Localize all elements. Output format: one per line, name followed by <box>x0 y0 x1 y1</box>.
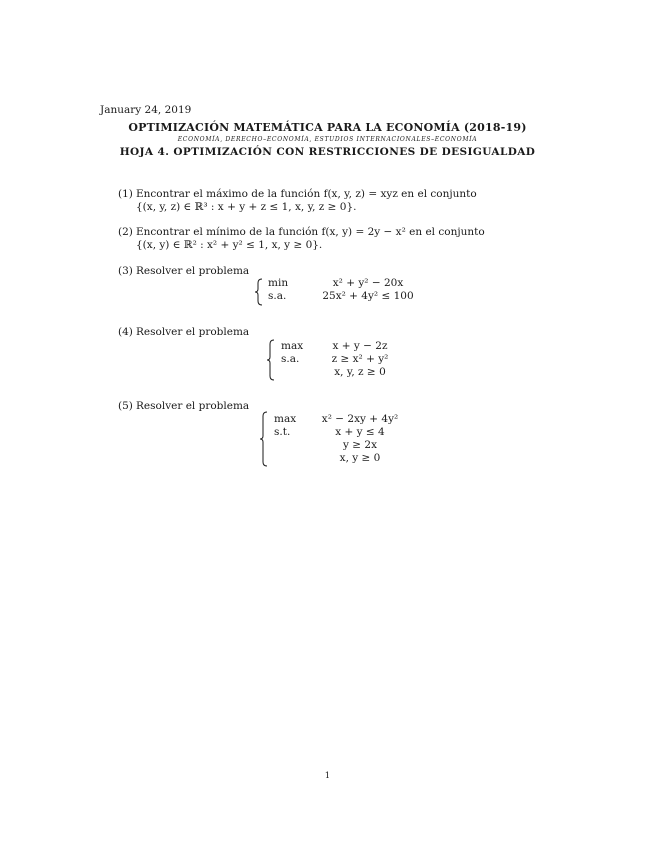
optimization-problem-4 <box>281 340 411 382</box>
problem-2 <box>0 226 655 256</box>
sheet-title: HOJA 4. OPTIMIZACIÓN CON RESTRICCIONES DE DESIGUALDAD <box>119 146 536 158</box>
objective-type: min <box>268 277 289 289</box>
problem-number: (4) <box>118 326 133 338</box>
problem-statement: Encontrar el máximo de la función f(x, y, z) = xyz en el conjunto <box>136 188 477 200</box>
constraint-expression: x, y, z ≥ 0 <box>334 366 386 378</box>
problem-number: (1) <box>118 188 133 200</box>
constraint-label: s.a. <box>281 353 300 365</box>
optimization-problem-3 <box>268 277 428 307</box>
problem-set: {(x, y, z) ∈ ℝ³ : x + y + z ≤ 1, x, y, z ≥ 0}. <box>136 201 357 213</box>
document-subtitle: ECONOMÍA, DERECHO–ECONOMÍA, ESTUDIOS INTERNACIONALES–ECONOMÍA <box>177 136 478 143</box>
constraint-label: s.a. <box>268 290 287 302</box>
left-brace <box>266 339 276 381</box>
optimization-problem-5 <box>274 413 414 467</box>
objective-expression: x² + y² − 20x <box>332 277 404 289</box>
objective-expression: x² − 2xy + 4y² <box>321 413 399 425</box>
left-brace <box>254 278 264 306</box>
page-number: 1 <box>324 771 331 781</box>
left-brace <box>259 411 269 467</box>
objective-type: max <box>281 340 304 352</box>
problem-statement: Resolver el problema <box>136 400 250 412</box>
problem-statement: Resolver el problema <box>136 265 250 277</box>
problem-number: (2) <box>118 226 133 238</box>
problem-set: {(x, y) ∈ ℝ² : x² + y² ≤ 1, x, y ≥ 0}. <box>136 239 323 251</box>
objective-type: max <box>274 413 297 425</box>
constraint-label: s.t. <box>274 426 291 438</box>
document-date: January 24, 2019 <box>100 104 192 116</box>
problem-statement: Resolver el problema <box>136 326 250 338</box>
constraint-expression: x + y ≤ 4 <box>335 426 385 438</box>
problem-number: (5) <box>118 400 133 412</box>
constraint-expression: 25x² + 4y² ≤ 100 <box>322 290 414 302</box>
constraint-expression: x, y ≥ 0 <box>339 452 381 464</box>
objective-expression: x + y − 2z <box>332 340 388 352</box>
problem-1 <box>0 188 655 218</box>
constraint-expression: y ≥ 2x <box>342 439 377 451</box>
problem-statement: Encontrar el mínimo de la función f(x, y) = 2y − x² en el conjunto <box>136 226 485 238</box>
problem-number: (3) <box>118 265 133 277</box>
constraint-expression: z ≥ x² + y² <box>331 353 389 365</box>
document-title: OPTIMIZACIÓN MATEMÁTICA PARA LA ECONOMÍA (2018-19) <box>128 121 527 134</box>
